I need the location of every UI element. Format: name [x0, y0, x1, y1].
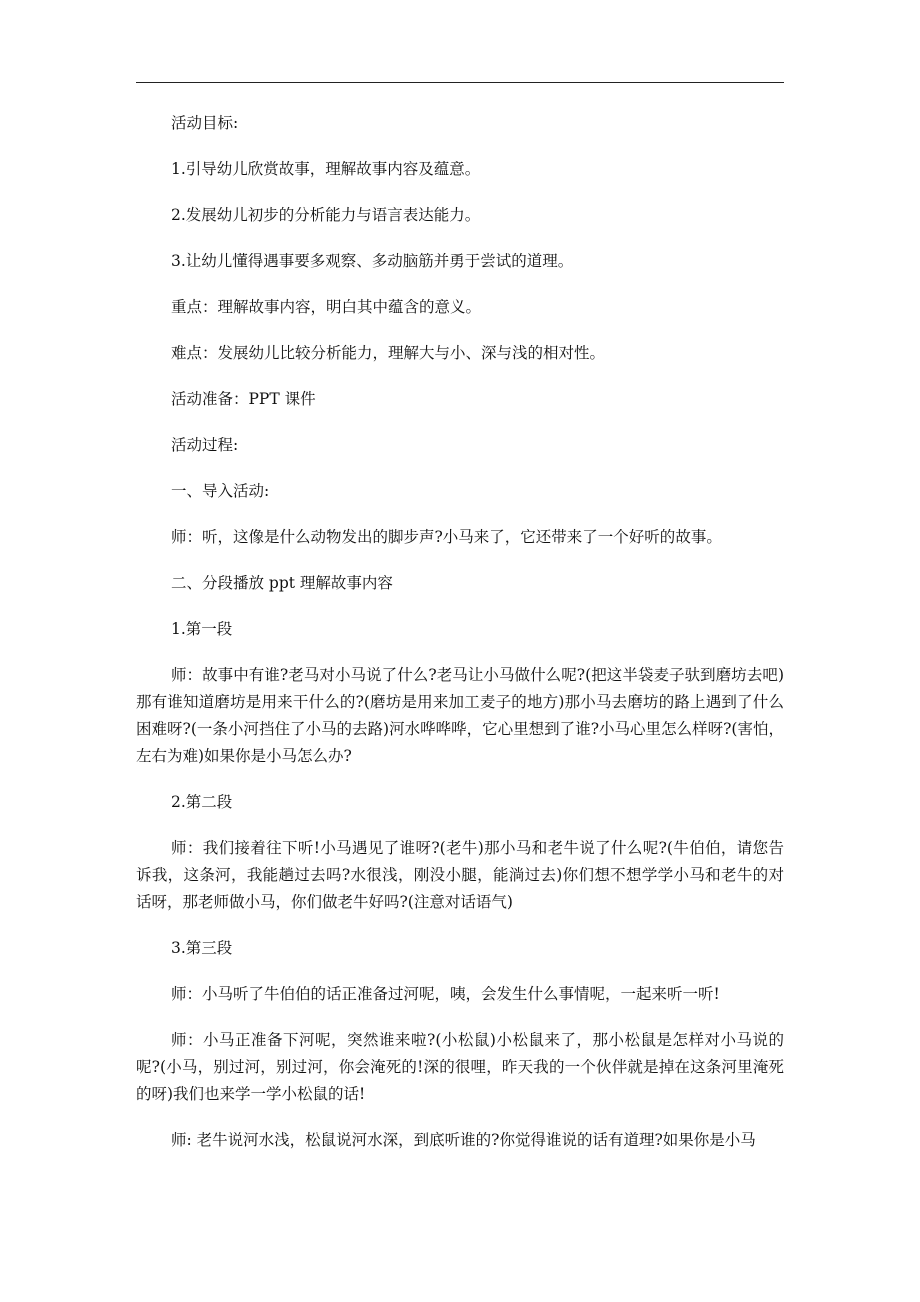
paragraph-process-heading: 活动过程:	[171, 436, 239, 454]
paragraph-part-3-dialogue-3: 师: 老牛说河水浅，松鼠说河水深，到底听谁的?你觉得谁说的话有道理?如果你是小马	[171, 1131, 756, 1149]
paragraph-part-2-heading: 2.第二段	[171, 793, 233, 811]
paragraph-goal-3: 3.让幼儿懂得遇事要多观察、多动脑筋并勇于尝试的道理。	[171, 252, 574, 270]
paragraph-intro-dialogue: 师：听，这像是什么动物发出的脚步声?小马来了，它还带来了一个好听的故事。	[171, 528, 722, 546]
paragraph-part-2-dialogue: 师：我们接着往下听!小马遇见了谁呀?(老牛)那小马和老牛说了什么呢?(牛伯伯，请您告诉我，这条河，我能趟过去吗?水很浅，刚没小腿，能淌过去)你们想不想学学小马和老牛的对话呀，那老师做小马，你们做老牛好吗?(注意对话语气)	[136, 839, 784, 911]
paragraph-section-1-heading: 一、导入活动:	[171, 482, 270, 500]
paragraph-goal-2: 2.发展幼儿初步的分析能力与语言表达能力。	[171, 206, 481, 224]
paragraph-key-point: 重点：理解故事内容，明白其中蕴含的意义。	[171, 298, 482, 316]
paragraph-part-3-heading: 3.第三段	[171, 939, 233, 957]
paragraph-part-1-dialogue: 师：故事中有谁?老马对小马说了什么?老马让小马做什么呢?(把这半袋麦子驮到磨坊去吧)那有谁知道磨坊是用来干什么的?(磨坊是用来加工麦子的地方)那小马去磨坊的路上遇到了什么困难呀?(一条小河挡住了小马的去路)河水哗哗哗，它心里想到了谁?小马心里怎么样呀?(害怕，左右为难)如果你是小马怎么办?	[136, 666, 784, 765]
paragraph-goal-1: 1.引导幼儿欣赏故事，理解故事内容及蕴意。	[171, 160, 481, 178]
paragraph-part-1-heading: 1.第一段	[171, 620, 233, 638]
paragraph-part-3-dialogue-1: 师：小马听了牛伯伯的话正准备过河呢，咦，会发生什么事情呢，一起来听一听!	[171, 985, 720, 1003]
document-body	[136, 110, 784, 1154]
header-rule	[136, 82, 784, 83]
paragraph-activity-goals-heading: 活动目标:	[171, 114, 239, 132]
paragraph-part-3-dialogue-2: 师：小马正准备下河呢，突然谁来啦?(小松鼠)小松鼠来了，那小松鼠是怎样对小马说的呢?(小马，别过河，别过河，你会淹死的!深的很哩，昨天我的一个伙伴就是掉在这条河里淹死的呀)我们也来学一学小松鼠的话!	[136, 1031, 784, 1103]
paragraph-difficulty: 难点：发展幼儿比较分析能力，理解大与小、深与浅的相对性。	[171, 344, 606, 362]
paragraph-preparation: 活动准备：PPT 课件	[171, 390, 316, 408]
paragraph-section-2-heading: 二、分段播放 ppt 理解故事内容	[171, 574, 393, 592]
